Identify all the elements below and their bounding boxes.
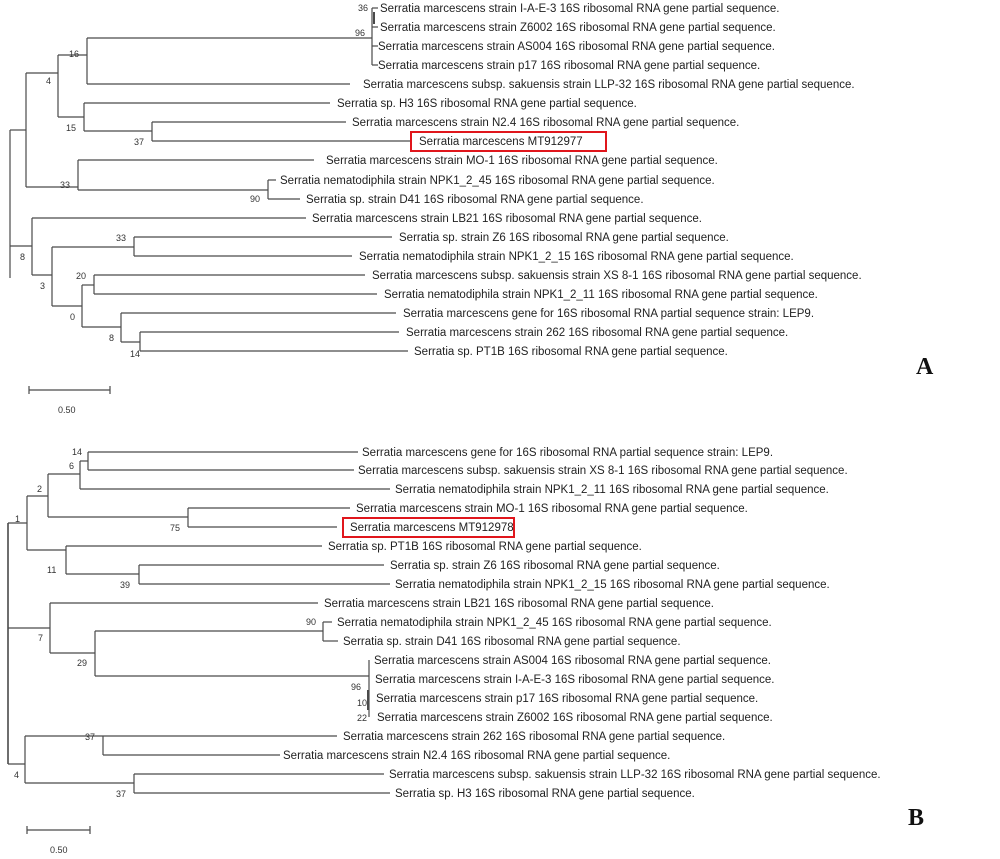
bootstrap-value: 90 [250,194,261,204]
leaf-label: Serratia marcescens strain I-A-E-3 16S ribosomal RNA gene partial sequence. [375,674,775,686]
leaf-label: Serratia marcescens strain MO-1 16S ribosomal RNA gene partial sequence. [326,155,718,167]
leaf-label: Serratia marcescens strain AS004 16S ribosomal RNA gene partial sequence. [374,655,771,667]
leaf-label: Serratia marcescens gene for 16S ribosomal RNA partial sequence strain: LEP9. [403,308,815,320]
tree-a [10,3,934,415]
tree-b-bootstrap-values [14,447,367,799]
tree-a-leaf-labels [280,3,862,358]
leaf-label: Serratia marcescens strain Z6002 16S ribosomal RNA gene partial sequence. [377,712,773,724]
bootstrap-value: 37 [134,137,145,147]
leaf-label: Serratia nematodiphila strain NPK1_2_11 16S ribosomal RNA gene partial sequence. [384,289,818,301]
leaf-label: Serratia marcescens subsp. sakuensis strain XS 8-1 16S ribosomal RNA gene partial sequence. [372,270,862,282]
leaf-label: Serratia marcescens strain I-A-E-3 16S ribosomal RNA gene partial sequence. [380,3,780,15]
bootstrap-value: 7 [38,633,44,643]
bootstrap-value: 2 [37,484,43,494]
bootstrap-value: 14 [130,349,141,359]
bootstrap-value: 14 [72,447,83,457]
leaf-label: Serratia marcescens strain N2.4 16S ribosomal RNA gene partial sequence. [352,117,740,129]
leaf-label: Serratia marcescens strain p17 16S ribosomal RNA gene partial sequence. [376,693,759,705]
leaf-label: Serratia sp. strain Z6 16S ribosomal RNA gene partial sequence. [390,560,720,572]
panel-letter-a: A [916,354,934,380]
bootstrap-value: 96 [355,28,366,38]
bootstrap-value: 6 [69,461,75,471]
bootstrap-value: 0 [70,312,76,322]
bootstrap-value: 1 [15,514,21,524]
panel-letter-b: B [908,805,925,831]
bootstrap-value: 39 [120,580,131,590]
leaf-label: Serratia marcescens strain Z6002 16S ribosomal RNA gene partial sequence. [380,22,776,34]
bootstrap-value: 4 [14,770,20,780]
tree-b-branches [8,452,390,834]
leaf-label: Serratia marcescens strain AS004 16S ribosomal RNA gene partial sequence. [378,41,775,53]
scale-bar-label: 0.50 [50,845,68,855]
leaf-label: Serratia nematodiphila strain NPK1_2_15 16S ribosomal RNA gene partial sequence. [395,579,830,591]
bootstrap-value: 11 [47,565,57,575]
highlighted-leaf-label: Serratia marcescens MT912977 [419,136,583,148]
leaf-label: Serratia sp. H3 16S ribosomal RNA gene partial sequence. [337,98,637,110]
bootstrap-value: 20 [76,271,87,281]
bootstrap-value: 15 [66,123,77,133]
leaf-label: Serratia nematodiphila strain NPK1_2_15 16S ribosomal RNA gene partial sequence. [359,251,794,263]
leaf-label: Serratia marcescens strain LB21 16S ribosomal RNA gene partial sequence. [312,213,702,225]
scale-bar-label: 0.50 [58,405,76,415]
highlighted-leaf-label: Serratia marcescens MT912978 [350,522,514,534]
leaf-label: Serratia marcescens strain 262 16S ribosomal RNA gene partial sequence. [343,731,726,743]
bootstrap-value: 8 [109,333,115,343]
leaf-label: Serratia sp. PT1B 16S ribosomal RNA gene partial sequence. [414,346,728,358]
bootstrap-value: 33 [116,233,127,243]
bootstrap-value: 16 [69,49,80,59]
bootstrap-value: 96 [351,682,362,692]
leaf-label: Serratia marcescens subsp. sakuensis strain LLP-32 16S ribosomal RNA gene partial sequence. [389,769,881,781]
leaf-label: Serratia sp. PT1B 16S ribosomal RNA gene partial sequence. [328,541,642,553]
leaf-label: Serratia nematodiphila strain NPK1_2_11 16S ribosomal RNA gene partial sequence. [395,484,829,496]
bootstrap-value: 33 [60,180,71,190]
bootstrap-value: 8 [20,252,26,262]
leaf-label: Serratia sp. strain D41 16S ribosomal RNA gene partial sequence. [343,636,681,648]
leaf-label: Serratia marcescens strain 262 16S ribosomal RNA gene partial sequence. [406,327,789,339]
bootstrap-value: 4 [46,76,52,86]
tree-b [8,447,924,855]
leaf-label: Serratia sp. strain Z6 16S ribosomal RNA gene partial sequence. [399,232,729,244]
bootstrap-value: 37 [116,789,127,799]
leaf-label: Serratia marcescens subsp. sakuensis strain LLP-32 16S ribosomal RNA gene partial sequence. [363,79,855,91]
bootstrap-value: 36 [358,3,369,13]
bootstrap-value: 22 [357,713,368,723]
leaf-label: Serratia marcescens strain p17 16S ribosomal RNA gene partial sequence. [378,60,761,72]
bootstrap-value: 10 [357,698,368,708]
leaf-label: Serratia sp. H3 16S ribosomal RNA gene partial sequence. [395,788,695,800]
bootstrap-value: 29 [77,658,88,668]
tree-b-leaf-labels [283,447,881,800]
leaf-label: Serratia sp. strain D41 16S ribosomal RNA gene partial sequence. [306,194,644,206]
leaf-label: Serratia nematodiphila strain NPK1_2_45 16S ribosomal RNA gene partial sequence. [337,617,772,629]
leaf-label: Serratia nematodiphila strain NPK1_2_45 16S ribosomal RNA gene partial sequence. [280,175,715,187]
leaf-label: Serratia marcescens subsp. sakuensis strain XS 8-1 16S ribosomal RNA gene partial sequence. [358,465,848,477]
leaf-label: Serratia marcescens strain N2.4 16S ribosomal RNA gene partial sequence. [283,750,671,762]
bootstrap-value: 75 [170,523,181,533]
leaf-label: Serratia marcescens gene for 16S ribosomal RNA partial sequence strain: LEP9. [362,447,774,459]
bootstrap-value: 90 [306,617,317,627]
bootstrap-value: 37 [85,732,96,742]
leaf-label: Serratia marcescens strain LB21 16S ribosomal RNA gene partial sequence. [324,598,714,610]
bootstrap-value: 3 [40,281,46,291]
leaf-label: Serratia marcescens strain MO-1 16S ribosomal RNA gene partial sequence. [356,503,748,515]
